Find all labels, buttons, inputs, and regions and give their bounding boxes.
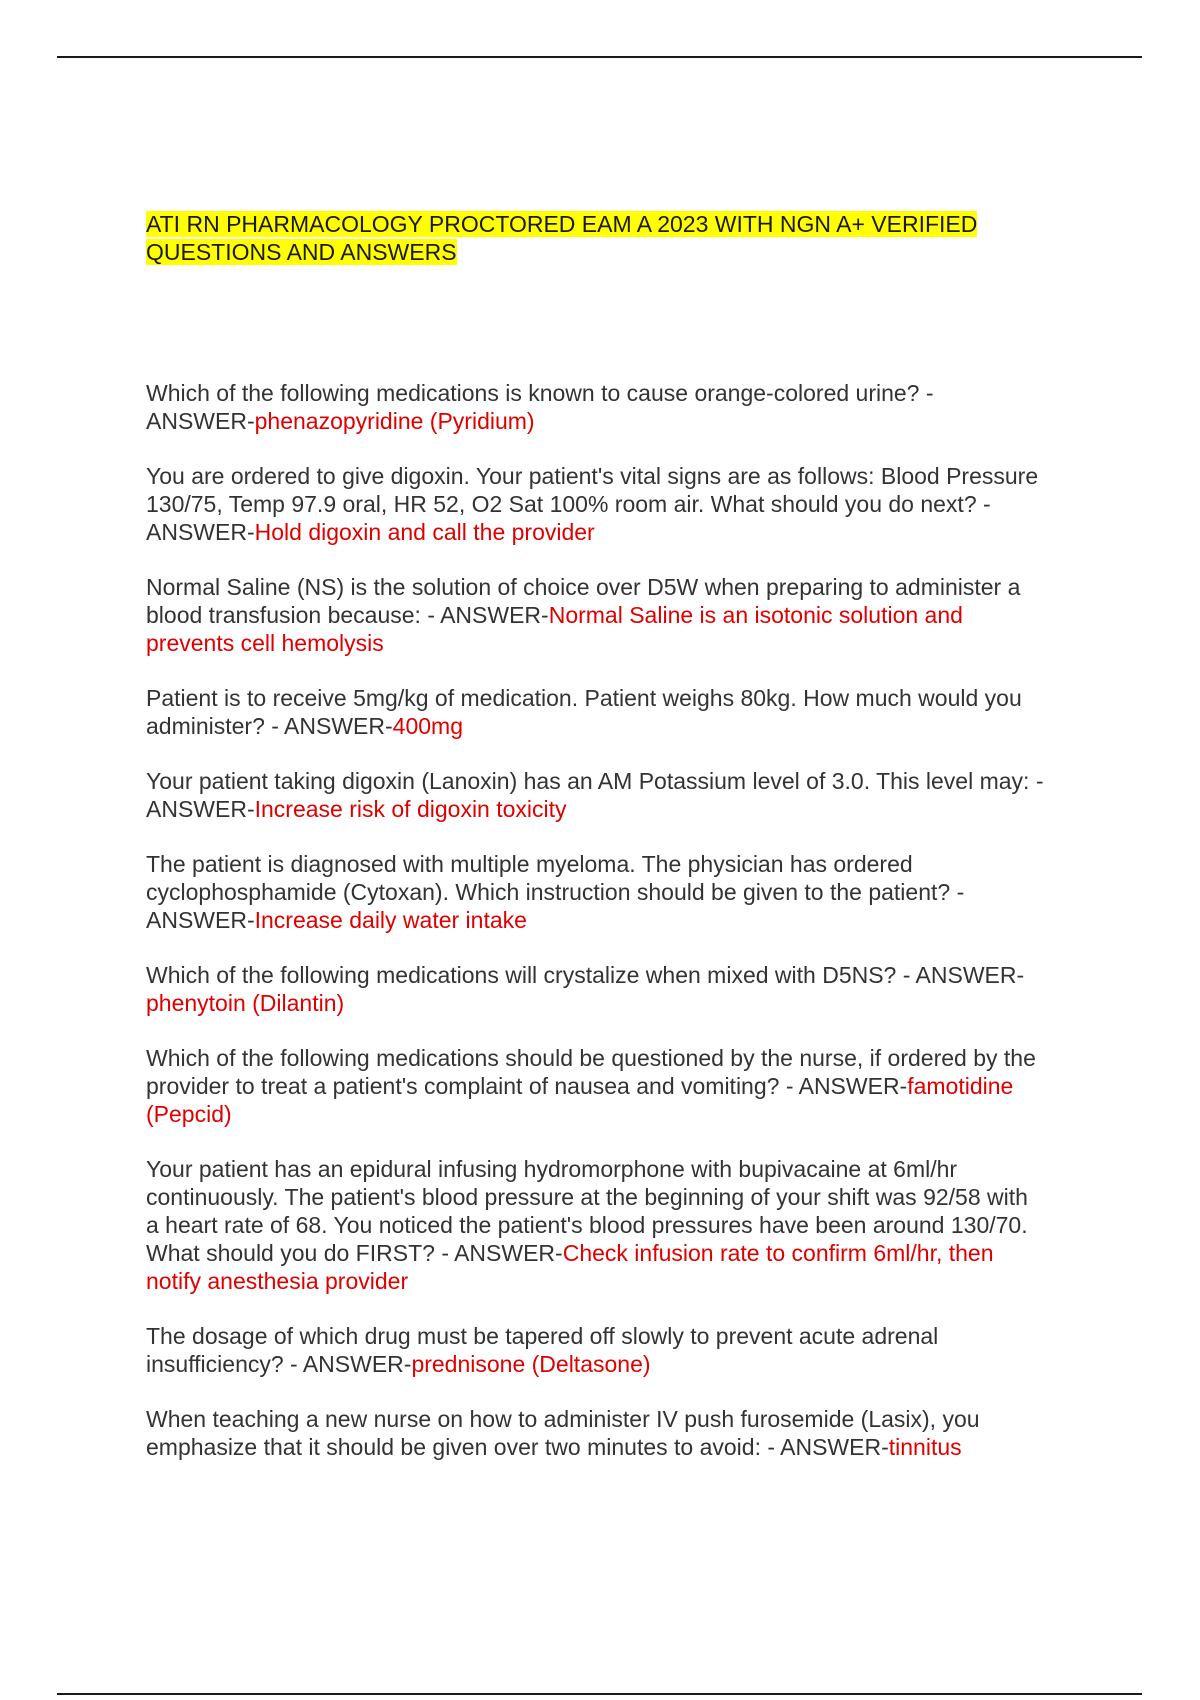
answer-marker: - ANSWER- bbox=[290, 1351, 412, 1377]
answer-text: Check infusion rate to confirm 6ml/hr, then notify anesthesia provider bbox=[146, 1240, 994, 1294]
answer-marker: - ANSWER- bbox=[271, 713, 393, 739]
answer-text: Increase daily water intake bbox=[254, 907, 527, 933]
title-highlight: ATI RN PHARMACOLOGY PROCTORED EAM A 2023 WITH NGN A+ VERIFIED QUESTIONS AND ANSWERS bbox=[146, 211, 978, 265]
qa-item bbox=[146, 1322, 1046, 1378]
answer-marker: - ANSWER- bbox=[902, 962, 1025, 988]
bottom-rule bbox=[57, 1693, 1142, 1695]
qa-item bbox=[146, 573, 1046, 657]
question-text: Which of the following medications will crystalize when mixed with D5NS? bbox=[146, 962, 903, 988]
question-text: Which of the following medications should be questioned by the nurse, if ordered by the provider to treat a patient's complaint of nausea and vomiting? bbox=[146, 1045, 1036, 1099]
answer-marker: - ANSWER- bbox=[441, 1240, 563, 1266]
qa-item bbox=[146, 379, 1046, 435]
answer-marker: - ANSWER- bbox=[146, 879, 965, 933]
question-text: You are ordered to give digoxin. Your patient's vital signs are as follows: Blood Pressure 130/75, Temp 97.9 oral, HR 52, O2 Sat 100% room air. What should you do next? bbox=[146, 463, 1039, 517]
answer-text: Normal Saline is an isotonic solution and prevents cell hemolysis bbox=[146, 602, 963, 656]
answer-text: prednisone (Deltasone) bbox=[411, 1351, 651, 1377]
qa-item bbox=[146, 1405, 1046, 1461]
answer-marker: - ANSWER- bbox=[146, 380, 934, 434]
answer-marker: - ANSWER- bbox=[146, 768, 1044, 822]
answer-marker: - ANSWER- bbox=[785, 1073, 908, 1099]
answer-marker: - ANSWER- bbox=[767, 1434, 889, 1460]
question-text: Your patient taking digoxin (Lanoxin) has an AM Potassium level of 3.0. This level may: bbox=[146, 768, 1036, 794]
question-text: Your patient has an epidural infusing hydromorphone with bupivacaine at 6ml/hr continuously. The patient's blood pressure at the beginning of your shift was 92/58 with a heart rate of 68. You noticed the patient's blood pressures have been around 130/70. What should you do FIRST? bbox=[146, 1156, 1028, 1266]
answer-text: Hold digoxin and call the provider bbox=[254, 519, 595, 545]
question-text: Patient is to receive 5mg/kg of medication. Patient weighs 80kg. How much would you administer? bbox=[146, 685, 1022, 739]
qa-item bbox=[146, 961, 1046, 1017]
question-text: The patient is diagnosed with multiple myeloma. The physician has ordered cyclophosphamide (Cytoxan). Which instruction should be given to the patient? bbox=[146, 851, 957, 905]
question-text: Normal Saline (NS) is the solution of choice over D5W when preparing to administer a blood transfusion because: bbox=[146, 574, 1021, 628]
answer-text: famotidine (Pepcid) bbox=[146, 1073, 1014, 1127]
qa-item bbox=[146, 767, 1046, 823]
qa-item bbox=[146, 1155, 1046, 1295]
document-body bbox=[146, 210, 1046, 1488]
answer-text: phenytoin (Dilantin) bbox=[146, 990, 345, 1016]
qa-item bbox=[146, 684, 1046, 740]
answer-text: phenazopyridine (Pyridium) bbox=[254, 408, 535, 434]
question-text: The dosage of which drug must be tapered off slowly to prevent acute adrenal insufficiency? bbox=[146, 1323, 939, 1377]
answer-text: tinnitus bbox=[888, 1434, 962, 1460]
answer-text: 400mg bbox=[392, 713, 463, 739]
qa-item bbox=[146, 850, 1046, 934]
answer-text: Increase risk of digoxin toxicity bbox=[254, 796, 567, 822]
qa-list bbox=[146, 379, 1046, 1461]
top-rule bbox=[57, 56, 1142, 58]
answer-marker: - ANSWER- bbox=[427, 602, 549, 628]
answer-marker: - ANSWER- bbox=[146, 491, 991, 545]
question-text: Which of the following medications is known to cause orange-colored urine? bbox=[146, 380, 926, 406]
document-title bbox=[146, 210, 1046, 266]
qa-item bbox=[146, 1044, 1046, 1128]
question-text: When teaching a new nurse on how to administer IV push furosemide (Lasix), you emphasize that it should be given over two minutes to avoid: bbox=[146, 1406, 980, 1460]
qa-item bbox=[146, 462, 1046, 546]
